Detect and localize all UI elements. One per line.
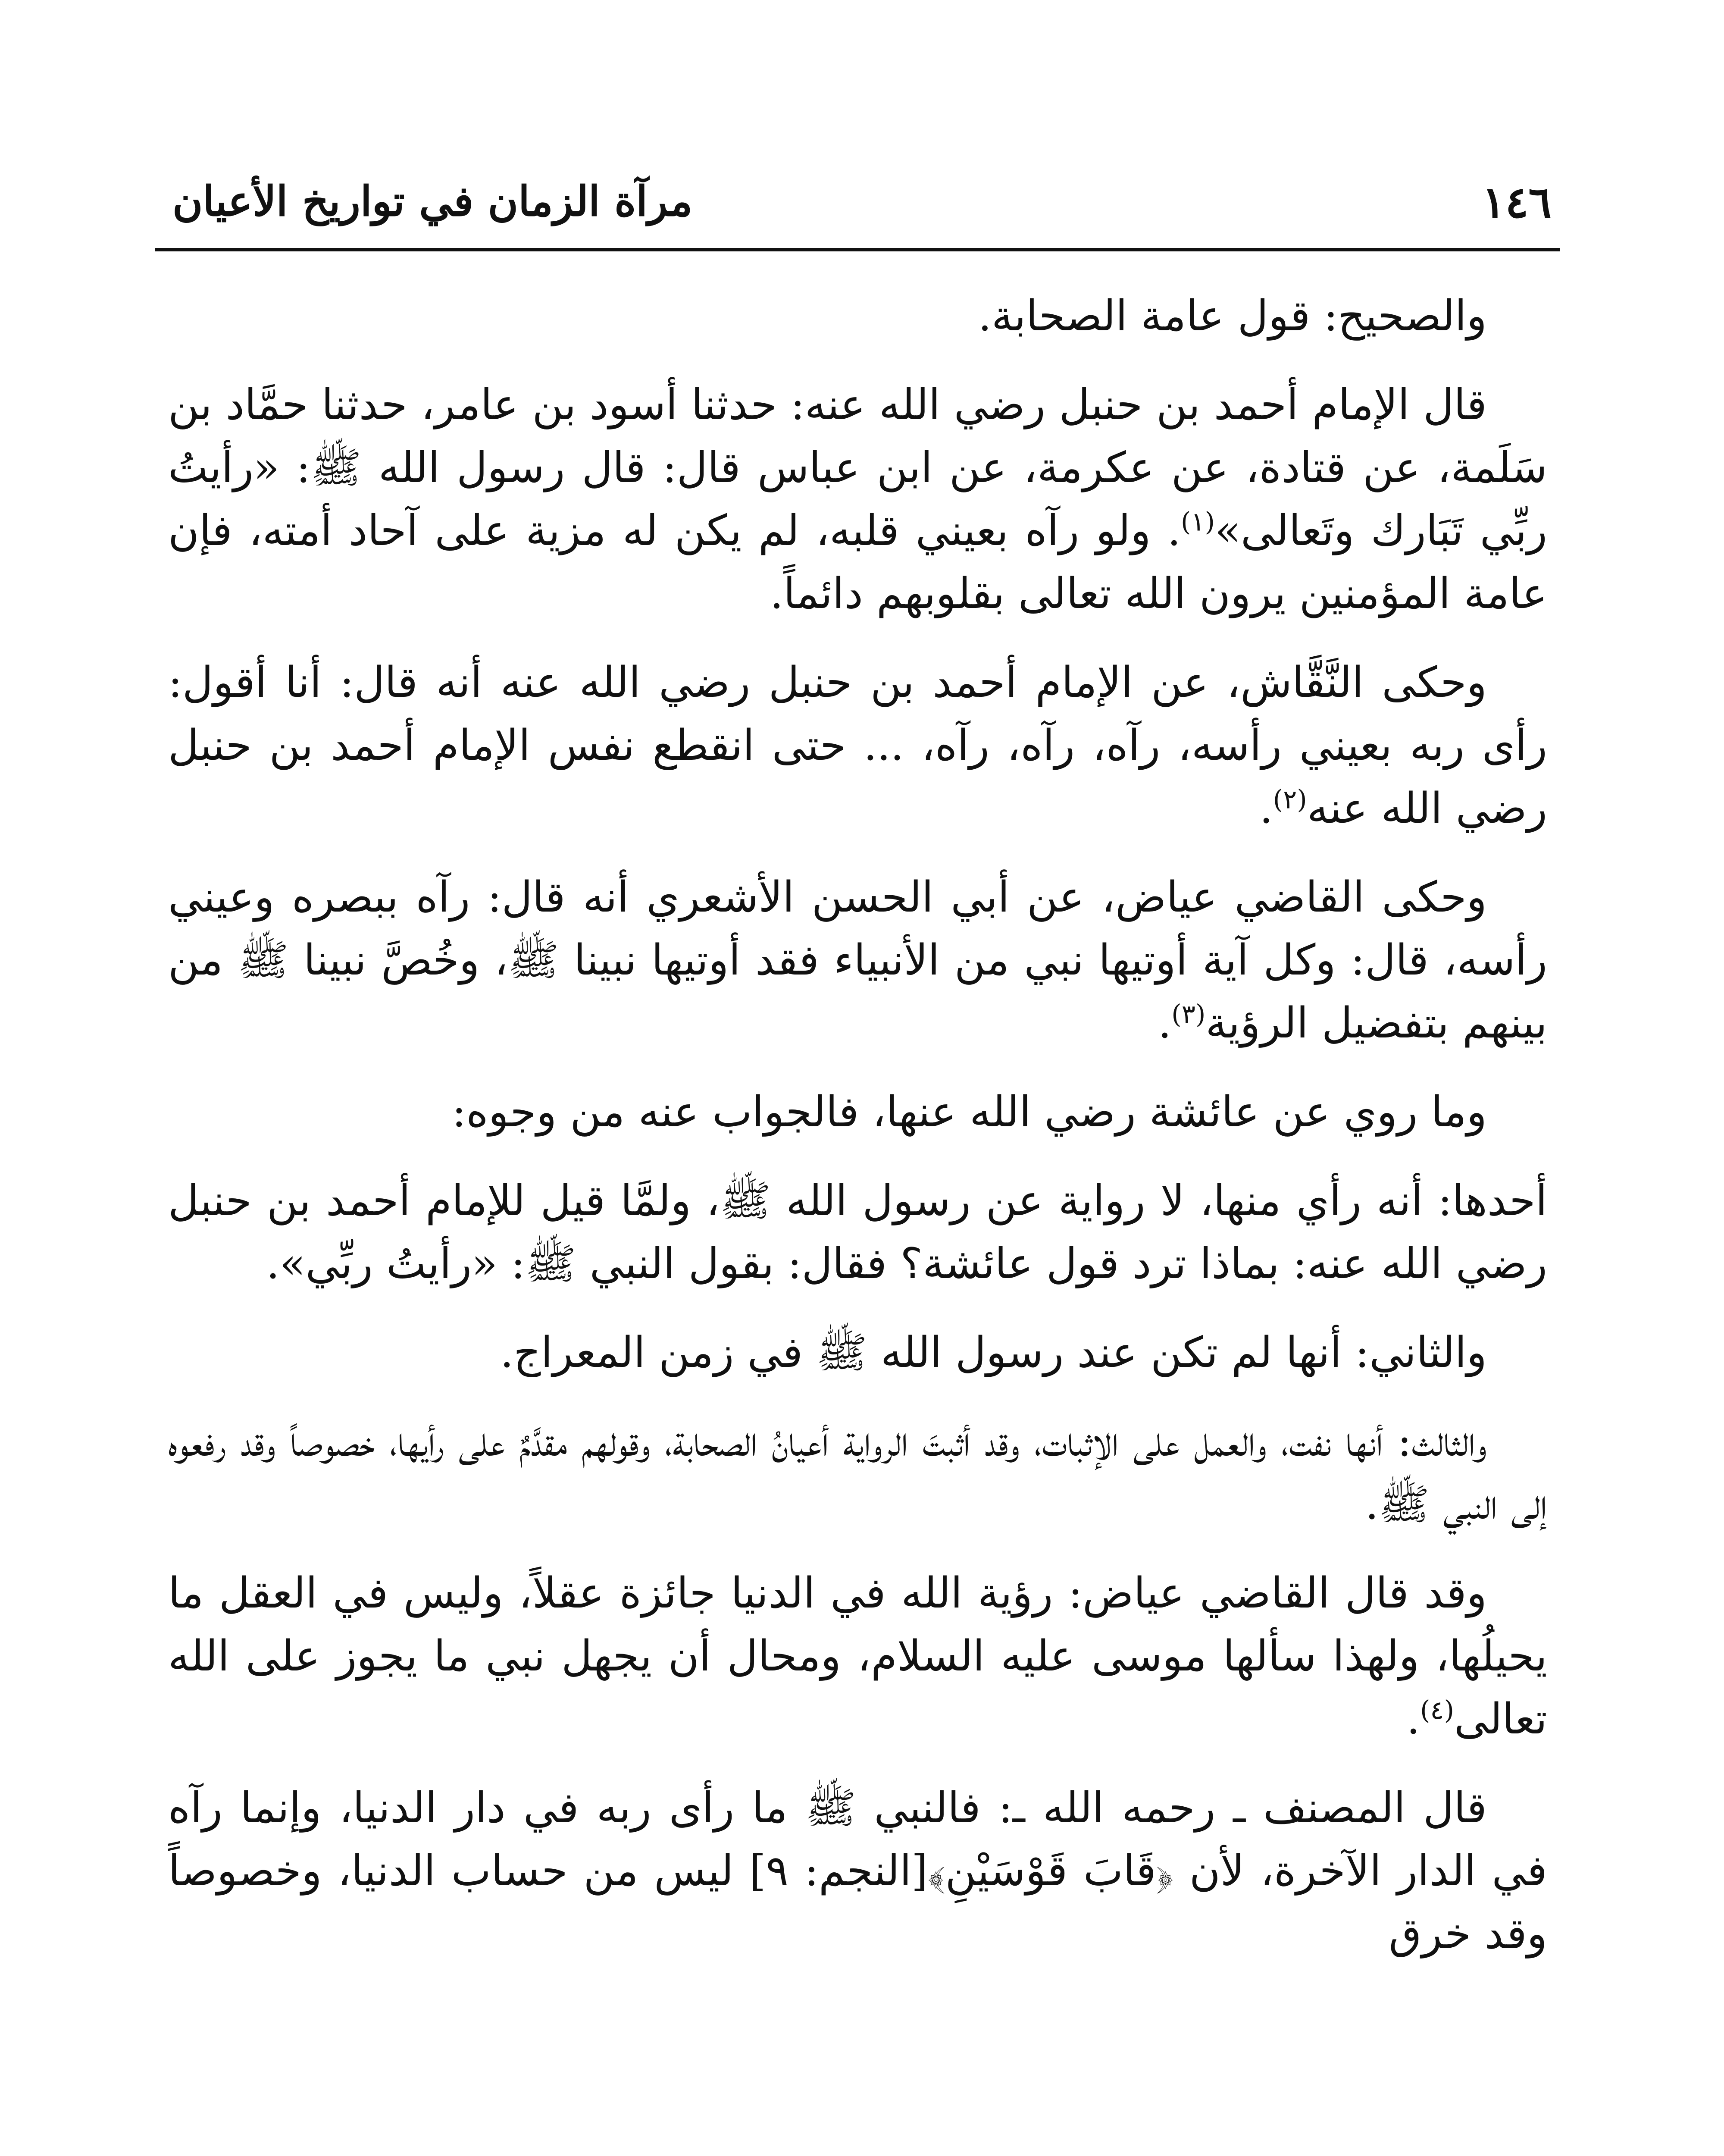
header-rule xyxy=(155,248,1560,251)
footnote-ref: (٣) xyxy=(1171,999,1206,1030)
paragraph: قال المصنف ـ رحمه الله ـ: فالنبي ﷺ ما رأى ربه في دار الدنيا، وإنما رآه في الدار الآخرة، لأن ﴿قَابَ قَوْسَيْنِ﴾[النجم: ٩] ليس من حساب الدنيا، وخصوصاً وقد خرق xyxy=(168,1783,1547,1959)
paragraph: وما روي عن عائشة رضي الله عنها، فالجواب عنه من وجوه: xyxy=(452,1087,1487,1137)
page-number: ١٤٦ xyxy=(1482,177,1552,228)
footnote-ref: (٢) xyxy=(1273,784,1307,815)
paragraph: والثالث: أنها نفت، والعمل على الإثبات، وقد أثبتَ الرواية أعيانُ الصحابة، وقولهم مقدَّمٌ على رأيها، خصوصاً وقد رفعوه إلى النبي ﷺ. xyxy=(168,1417,1547,1529)
paragraph: قال الإمام أحمد بن حنبل رضي الله عنه: حدثنا أسود بن عامر، حدثنا حمَّاد بن سَلَمة، عن قتادة، عن عكرمة، عن ابن عباس قال: قال رسول الله ﷺ: «رأيتُ ربِّي تَبَارك وتَعالى»$^{(١)}$. ولو رآه بعيني قلبه، لم يكن له مزية على آحاد أمته، فإن عامة المؤمنين يرون الله تعالى بقلوبهم دائماً. xyxy=(168,380,1547,618)
running-title: مرآة الزمان في تواريخ الأعيان xyxy=(172,177,693,226)
paragraph: وحكى القاضي عياض، عن أبي الحسن الأشعري أنه قال: رآه ببصره وعيني رأسه، قال: وكل آية أوتيها نبي من الأنبياء فقد أوتيها نبينا ﷺ، وخُصَّ نبينا ﷺ من بينهم بتفضيل الرؤية$^{(٣)}$. xyxy=(168,873,1547,1048)
paragraph: والثاني: أنها لم تكن عند رسول الله ﷺ في زمن المعراج. xyxy=(500,1328,1487,1377)
page-header xyxy=(155,164,1569,237)
main-text xyxy=(168,285,1547,1991)
paragraph: وحكى النَّقَّاش، عن الإمام أحمد بن حنبل رضي الله عنه أنه قال: أنا أقول: رأى ربه بعيني رأسه، رآه، رآه، رآه، ... حتى انقطع نفس الإمام أحمد بن حنبل رضي الله عنه$^{(٢)}$. xyxy=(168,658,1547,833)
footnote-ref: (٤) xyxy=(1420,1695,1455,1726)
paragraph: وقد قال القاضي عياض: رؤية الله في الدنيا جائزة عقلاً، وليس في العقل ما يحيلُها، ولهذا سألها موسى عليه السلام، ومحال أن يجهل نبي ما يجوز على الله تعالى$^{(٤)}$. xyxy=(168,1569,1547,1744)
paragraph: والصحيح: قول عامة الصحابة. xyxy=(978,291,1487,341)
footnote-ref: (١) xyxy=(1180,507,1215,537)
paragraph: أحدها: أنه رأي منها، لا رواية عن رسول الله ﷺ، ولمَّا قيل للإمام أحمد بن حنبل رضي الله عنه: بماذا ترد قول عائشة؟ فقال: بقول النبي ﷺ: «رأيتُ ربِّي». xyxy=(168,1176,1547,1288)
